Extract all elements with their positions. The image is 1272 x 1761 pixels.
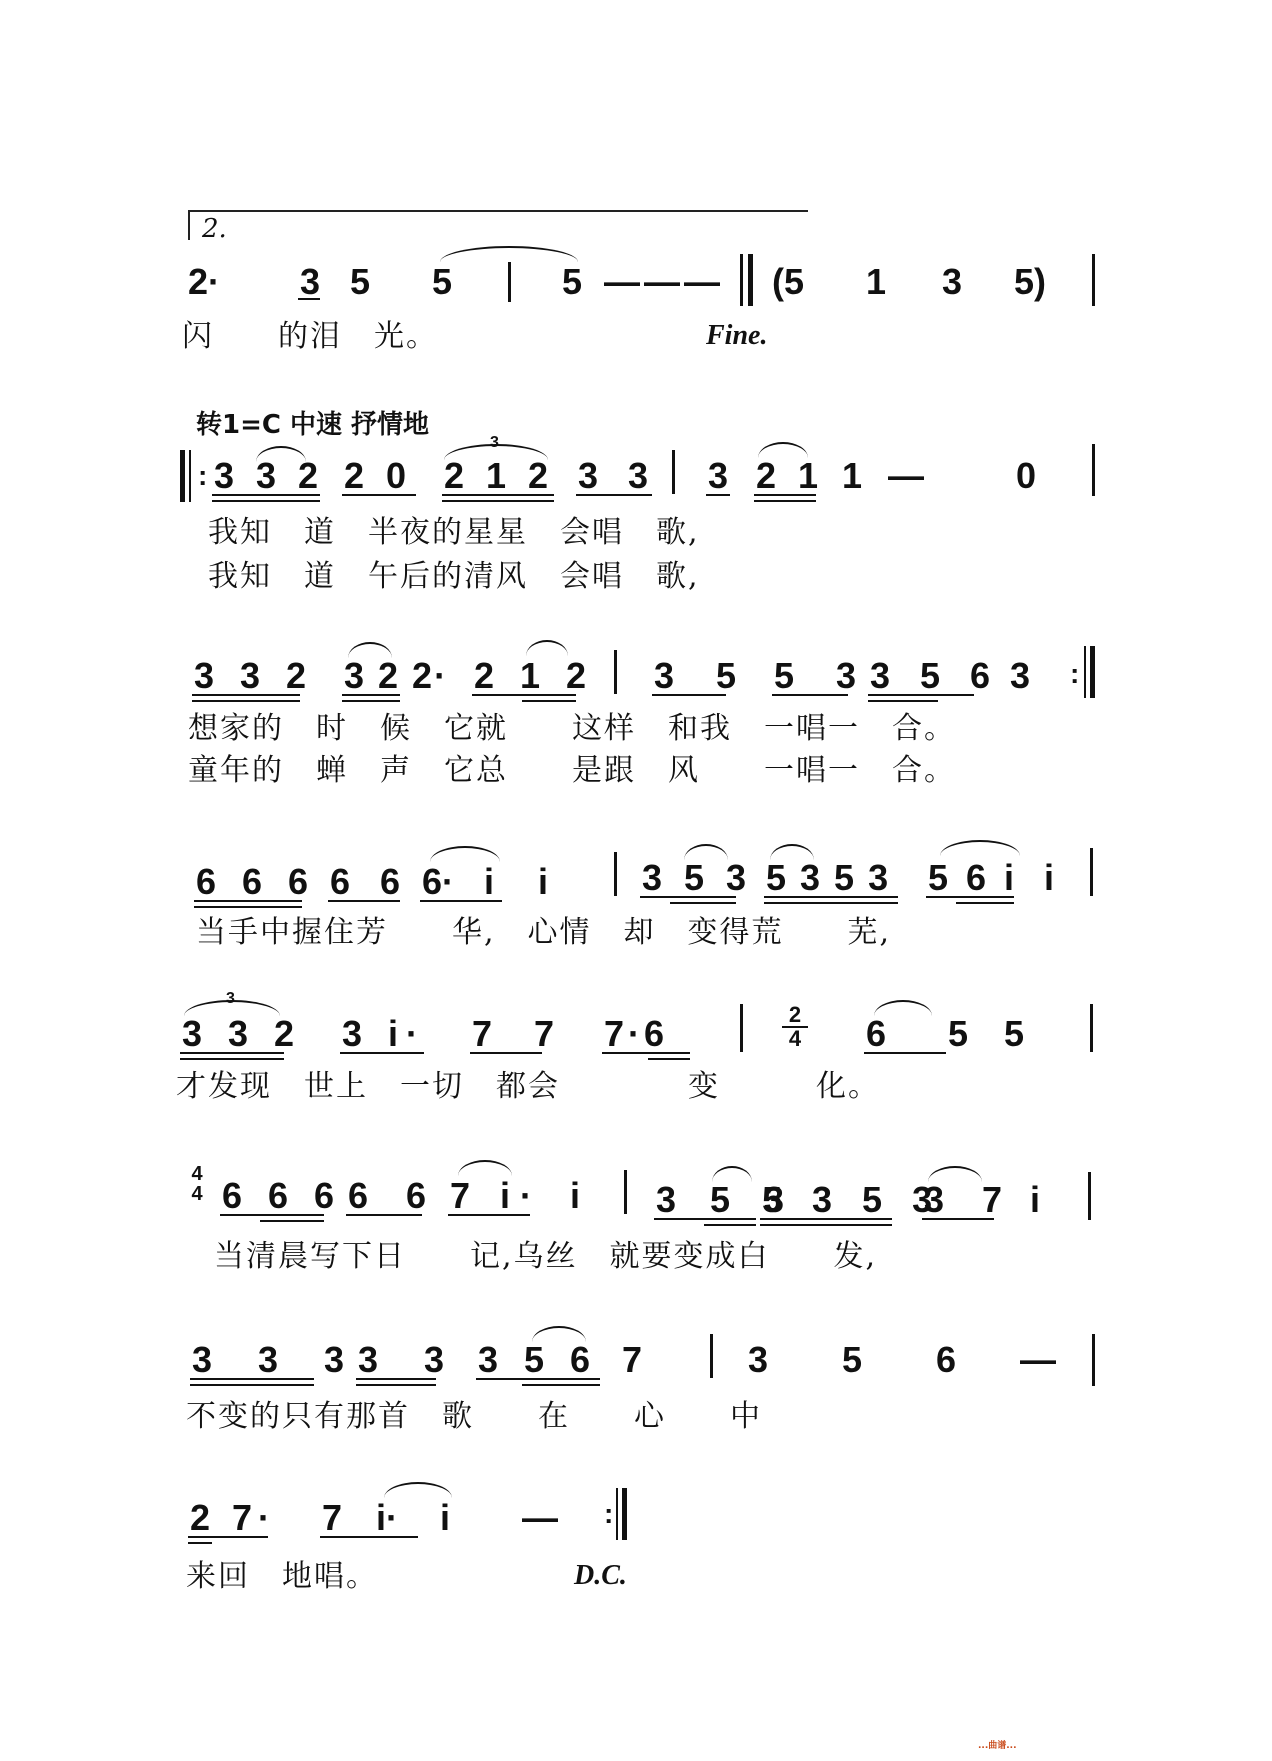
- note-group: 3 3 2: [214, 455, 325, 496]
- underline: [922, 1218, 994, 1220]
- tie: [256, 446, 306, 462]
- volta-tick: [188, 210, 190, 240]
- underline: [194, 906, 302, 908]
- note-group: 5 6 i: [928, 857, 1019, 898]
- volta-bracket: [188, 210, 808, 244]
- underline: [342, 700, 400, 702]
- underline: [472, 694, 576, 696]
- underline: [476, 1378, 600, 1380]
- note-group: 5 3 5 3: [766, 857, 891, 898]
- tie: [440, 246, 578, 262]
- note-group: 3 2 2·: [344, 655, 449, 696]
- note-group: 3 5 6: [870, 655, 1001, 696]
- underline: [212, 500, 320, 502]
- barline: [508, 262, 511, 302]
- repeat-end-bar: [1090, 646, 1095, 698]
- underline: [346, 1214, 422, 1216]
- tie: [758, 442, 808, 458]
- repeat-end-bar: [1084, 646, 1086, 698]
- dash: —: [604, 261, 640, 302]
- underline: [868, 694, 974, 696]
- note: 3: [708, 455, 729, 496]
- dash: —: [522, 1497, 558, 1538]
- barline: [1092, 254, 1095, 306]
- time-signature: [780, 1004, 810, 1050]
- double-barline: [740, 254, 743, 306]
- double-barline: [748, 254, 753, 306]
- underline: [704, 1224, 756, 1226]
- note-group: 3 5 3: [656, 1179, 797, 1220]
- triplet-mark: 3: [490, 434, 499, 451]
- underline: [420, 900, 502, 902]
- note: 5): [1014, 261, 1047, 302]
- underline: [442, 500, 554, 502]
- note: (5: [772, 261, 805, 302]
- note: 5: [350, 261, 371, 302]
- underline: [180, 1058, 284, 1060]
- underline: [864, 1052, 946, 1054]
- volta-label: 2.: [202, 214, 227, 244]
- note: 0: [1016, 455, 1037, 496]
- note-group: 3 3: [578, 455, 659, 496]
- tie: [712, 1166, 752, 1182]
- tie: [928, 1166, 982, 1182]
- dash: —: [644, 261, 680, 302]
- note: i: [570, 1175, 581, 1216]
- underline: [652, 694, 726, 696]
- note-group: 6 6 6: [196, 861, 317, 902]
- note: 2·: [188, 261, 221, 302]
- underline: [772, 694, 848, 696]
- lyric-line: 不变的只有那首 歌 在 心 中: [186, 1399, 762, 1434]
- note: i·: [376, 1497, 398, 1538]
- underline: [190, 1384, 314, 1386]
- note: i: [1030, 1179, 1041, 1220]
- underline: [754, 500, 816, 502]
- barline: [1088, 1172, 1091, 1220]
- underline: [956, 902, 1014, 904]
- note: 5: [562, 261, 583, 302]
- tie: [526, 640, 568, 656]
- lyric-line: 当手中握住芳 华, 心情 却 变得荒 芜,: [196, 915, 892, 950]
- underline: [706, 494, 730, 496]
- note-group: 2 1 2: [474, 655, 595, 696]
- tie: [430, 846, 500, 862]
- barline: [624, 1170, 627, 1214]
- note-group: 3 5: [654, 655, 753, 696]
- lyric-line: 才发现 世上 一切 都会 变 化。: [176, 1069, 880, 1104]
- note: 3: [748, 1339, 769, 1380]
- time-signature-bottom: 4: [191, 1183, 203, 1205]
- underline: [448, 1214, 530, 1216]
- underline: [192, 700, 300, 702]
- underline: [654, 1218, 756, 1220]
- note-group: 3 3 3: [192, 1339, 363, 1380]
- barline: [614, 852, 617, 896]
- tie: [532, 1326, 586, 1342]
- note: 5: [842, 1339, 863, 1380]
- note-group: 2 0: [344, 455, 413, 496]
- volta-line: [188, 210, 808, 212]
- note: i: [1044, 857, 1055, 898]
- note-group: 6 6: [348, 1175, 441, 1216]
- barline: [672, 450, 675, 494]
- dash: —: [684, 261, 720, 302]
- underline: [328, 900, 400, 902]
- underline: [342, 694, 400, 696]
- note-group: 3 i·: [342, 1013, 427, 1054]
- barline: [1090, 848, 1093, 896]
- note: 5: [1004, 1013, 1025, 1054]
- repeat-end-bar: [616, 1488, 618, 1540]
- underline: [356, 1384, 436, 1386]
- underline: [260, 1220, 324, 1222]
- repeat-dots: :: [604, 1498, 614, 1529]
- note-group: 3 3 2: [182, 1013, 303, 1054]
- repeat-start-bar: [180, 450, 185, 502]
- underline: [648, 1058, 690, 1060]
- time-signature-top: 4: [191, 1163, 203, 1185]
- underline: [342, 494, 416, 496]
- underline: [190, 1378, 314, 1380]
- note: i: [538, 861, 549, 902]
- dash: —: [1020, 1339, 1056, 1380]
- note-group: 6 6: [330, 861, 411, 902]
- underline: [926, 896, 1014, 898]
- fine-marking: Fine.: [706, 320, 768, 351]
- note-group: 3 3: [358, 1339, 463, 1380]
- underline: [602, 1052, 690, 1054]
- note: 3: [300, 261, 321, 302]
- underline: [442, 494, 554, 496]
- underline: [356, 1378, 436, 1380]
- repeat-end-bar: [622, 1488, 627, 1540]
- repeat-start-bar: [189, 450, 191, 502]
- underline: [764, 902, 898, 904]
- lyric-line-verse-1: 我知 道 半夜的星星 会唱 歌,: [208, 515, 700, 550]
- tie: [940, 840, 1020, 856]
- note: 6: [936, 1339, 957, 1380]
- tie: [348, 642, 392, 658]
- note-group: 7·6: [604, 1013, 669, 1054]
- underline: [188, 1536, 268, 1538]
- note-group: 3 7: [924, 1179, 1017, 1220]
- barline: [614, 650, 617, 694]
- note: 3: [942, 261, 963, 302]
- underline: [194, 900, 302, 902]
- lyric-line-verse-2: 我知 道 午后的清风 会唱 歌,: [208, 559, 700, 594]
- underline: [320, 1536, 418, 1538]
- note: i: [484, 861, 495, 902]
- underline: [522, 1384, 600, 1386]
- lyric-line-verse-1: 想家的 时 候 它就 这样 和我 一唱一 合。: [188, 711, 956, 746]
- note-group: 7 i·: [450, 1175, 543, 1216]
- note: 7: [622, 1339, 643, 1380]
- note-group: 3 3 2: [194, 655, 315, 696]
- underline: [764, 896, 898, 898]
- time-signature-bottom: 4: [788, 1026, 802, 1051]
- triplet-mark: 3: [226, 990, 235, 1007]
- note-group: 2 7·: [190, 1497, 277, 1538]
- lyric-line-verse-2: 童年的 蝉 声 它总 是跟 风 一唱一 合。: [188, 753, 956, 788]
- time-signature-top: 2: [788, 1002, 802, 1027]
- tie: [458, 1160, 512, 1176]
- underline: [470, 1052, 542, 1054]
- lyric-line: 当清晨写下日 记,乌丝 就要变成白 发,: [214, 1239, 878, 1274]
- note-group: 5 3 5 3: [762, 1179, 943, 1220]
- dc-marking: D.C.: [574, 1560, 627, 1591]
- note-group: 2 1 2: [444, 455, 555, 496]
- note-group: 5 3: [774, 655, 873, 696]
- underline: [670, 902, 736, 904]
- underline: [298, 298, 320, 300]
- note: 5: [432, 261, 453, 302]
- barline: [1090, 1004, 1093, 1052]
- note-group: 6 5: [866, 1013, 995, 1054]
- underline: [340, 1052, 424, 1054]
- underline: [192, 694, 300, 696]
- barline: [710, 1334, 713, 1378]
- underline: [212, 494, 320, 496]
- footer-watermark: ...曲谱...: [978, 1741, 1017, 1751]
- tie: [874, 1000, 932, 1016]
- underline: [760, 1218, 892, 1220]
- lyric-line: 闪 的泪 光。: [182, 319, 438, 354]
- note: 6·: [422, 861, 455, 902]
- tie: [770, 844, 814, 860]
- barline: [740, 1004, 743, 1052]
- note-group: 6 6 6: [222, 1175, 343, 1216]
- tie: [684, 844, 728, 860]
- underline: [868, 700, 938, 702]
- note-group: 3 5 3: [642, 857, 753, 898]
- underline: [188, 1542, 212, 1544]
- key-change: 转1=C 中速 抒情地: [196, 410, 430, 440]
- repeat-dots: :: [1070, 658, 1080, 689]
- note-group: 2 1: [756, 455, 825, 496]
- underline: [180, 1052, 284, 1054]
- underline: [754, 494, 816, 496]
- note-group: 3 5 6: [478, 1339, 599, 1380]
- time-signature: [186, 1164, 208, 1204]
- dash: —: [888, 455, 924, 496]
- barline: [1092, 444, 1095, 496]
- note: 7: [322, 1497, 343, 1538]
- underline: [640, 896, 736, 898]
- note-group: 7 7: [472, 1013, 571, 1054]
- repeat-dots: :: [198, 460, 208, 491]
- underline: [576, 494, 652, 496]
- note: 1: [866, 261, 887, 302]
- underline: [522, 700, 576, 702]
- underline: [220, 1214, 324, 1216]
- barline: [1092, 1334, 1095, 1386]
- note: i: [440, 1497, 451, 1538]
- tie: [384, 1482, 452, 1498]
- note: 3: [1010, 655, 1031, 696]
- note: 1: [842, 455, 863, 496]
- underline: [760, 1224, 892, 1226]
- lyric-line: 来回 地唱。: [186, 1559, 378, 1594]
